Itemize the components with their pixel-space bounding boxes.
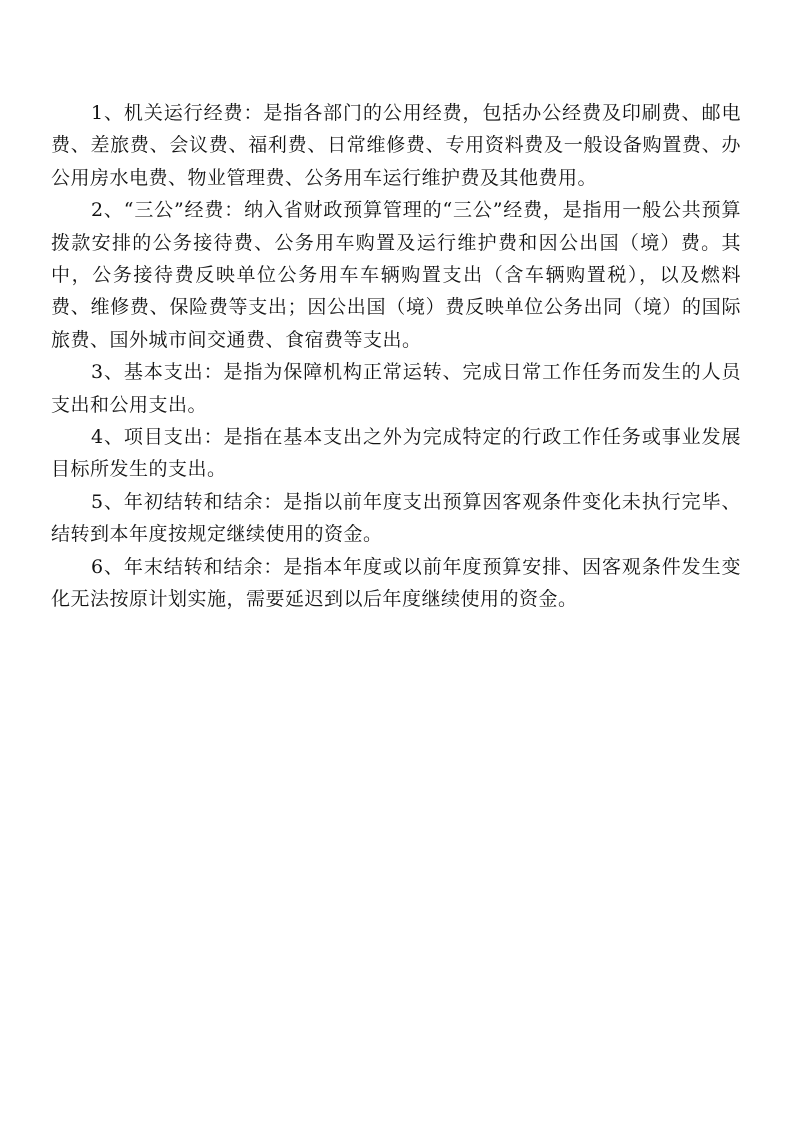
paragraph-1: 1、机关运行经费：是指各部门的公用经费，包括办公经费及印刷费、邮电费、差旅费、会议费、福利费、日常维修费、专用资料费及一般设备购置费、办公用房水电费、物业管理费、公务用车运行维护费及其他费用。 [51, 102, 741, 189]
paragraph-2: 2、“三公”经费：纳入省财政预算管理的“三公”经费，是指用一般公共预算拨款安排的公务接待费、公务用车购置及运行维护费和因公出国（境）费。其中，公务接待费反映单位公务用车车辆购置支出（含车辆购置税），以及燃料费、维修费、保险费等支出；因公出国（境）费反映单位公务出同（境）的国际旅费、国外城市间交通费、食宿费等支出。 [51, 199, 741, 351]
paragraph-5: 5、年初结转和结余：是指以前年度支出预算因客观条件变化未执行完毕、结转到本年度按规定继续使用的资金。 [51, 490, 741, 546]
paragraph-3: 3、基本支出：是指为保障机构正常运转、完成日常工作任务而发生的人员支出和公用支出。 [51, 361, 741, 416]
document-body [51, 97, 741, 616]
paragraph-4: 4、项目支出：是指在基本支出之外为完成特定的行政工作任务或事业发展目标所发生的支出。 [51, 426, 741, 481]
paragraph-6: 6、年末结转和结余：是指本年度或以前年度预算安排、因客观条件发生变化无法按原计划实施，需要延迟到以后年度继续使用的资金。 [51, 555, 741, 611]
